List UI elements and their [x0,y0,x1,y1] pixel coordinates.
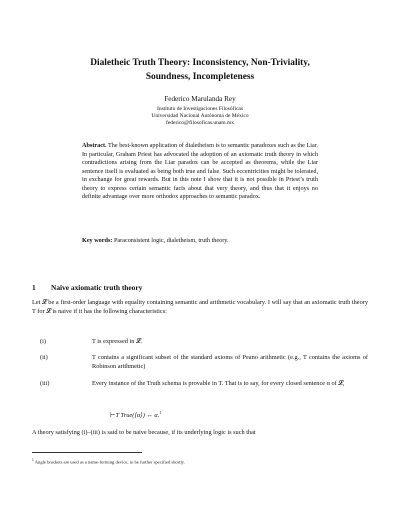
author-name: Federico Marulanda Rey [164,95,236,103]
keywords-text: Paraconsistent logic, dialetheism, truth theory. [113,237,229,244]
formula-text: ⊢T True(⟨α⟩) ↔ α. [110,412,160,420]
title-line-2: Soundness, Incompleteness [145,72,255,82]
list-item-text: T contains a significant subset of the standard axioms of Peano arithmetic (e.g., T contains the axioms of Robinson arithmetic) [92,354,368,371]
paper-title [40,56,360,84]
abstract [82,142,318,202]
list-item-text: T is expressed in 𝓛. [92,338,143,345]
list-item-label: (ii) [40,354,48,361]
footnote-text: Angle brackets are used as a name-forming device, to be further specified shortly. [34,459,185,465]
abstract-text: The best-known application of dialetheism is to semantic paradoxes such as the Liar. In particular, Graham Priest has advocated the adoption of an axiomatic truth theory in which contradictions arising from the Liar paradox can be accepted as theorems, while the Liar sentence itself is evaluated as being both true and false. Such eccentricities might be tolerated, in exchange for great rewards. But in this note I show that it is not possible in Priest’s truth theory to express certain semantic facts about that very theory, and thus that it enjoys no definite advantage over more orthodox approaches to semantic paradox. [82,142,318,201]
list-item-label: (iii) [40,380,50,387]
affiliation-university: Universidad Nacional Autónoma de México [151,113,249,119]
footnote-reference: 1 [159,410,162,415]
list-item-label: (i) [40,338,46,345]
abstract-label: Abstract. [82,142,107,149]
keywords [82,237,318,245]
section-number: 1 [32,283,36,292]
intro-paragraph: Let 𝓛 be a first-order language with equality containing semantic and arithmetic vocabulary. I will say that an axiomatic truth theory T for 𝓛 is naive if it has the following characteristics: [32,299,368,316]
footnote [32,458,185,465]
truth-schema-formula [110,410,161,419]
list-item-text: Every instance of the Truth schema is provable in T. That is to say, for every closed sentence α of 𝓛, [92,380,345,387]
keywords-label: Key words: [82,237,113,244]
title-line-1: Dialetheic Truth Theory: Inconsistency, Non-Triviality, [90,58,310,68]
section-heading [32,283,142,292]
footnote-divider [32,452,142,453]
footnote-mark: 1 [32,458,34,462]
closing-paragraph: A theory satisfying (i)–(iii) is said to be naive because, if its underlying logic is such that [32,429,256,436]
section-title: Naive axiomatic truth theory [51,283,143,292]
author-email: federico@filosoficas.unam.mx [166,120,234,126]
affiliation-institute: Instituto de Investigaciones Filosóficas [157,106,243,112]
